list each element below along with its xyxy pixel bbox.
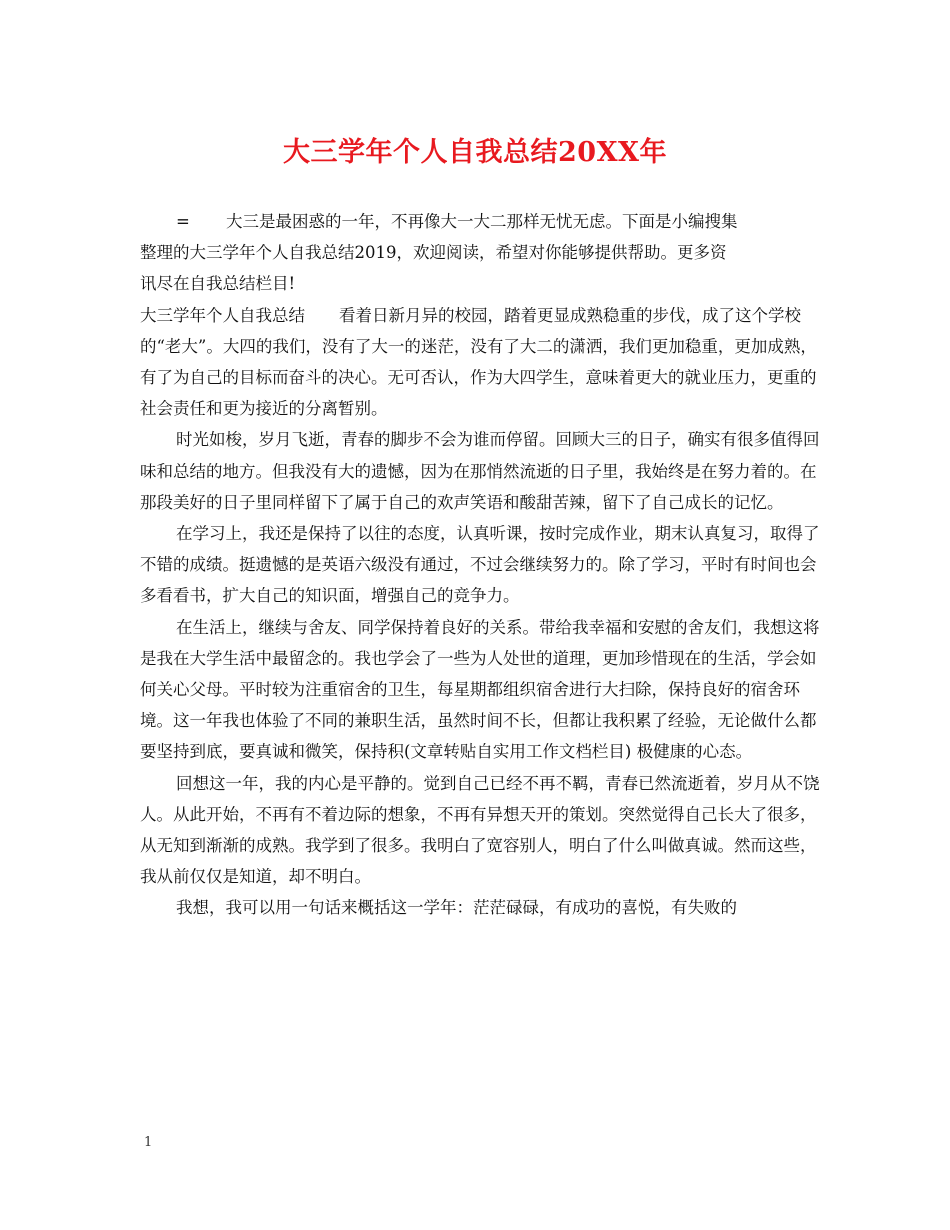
paragraph-3: 在学习上，我还是保持了以往的态度，认真听课，按时完成作业，期末认真复习，取得了不错的成绩。挺遗憾的是英语六级没有通过，不过会继续努力的。除了学习，平时有时间也会多看看书，扩大自己的知识面，增强自己的竞争力。 — [140, 524, 820, 606]
paragraph-5: 回想这一年，我的内心是平静的。觉到自己已经不再不羁，青春已然流逝着，岁月从不饶人。从此开始，不再有不着边际的想象，不再有异想天开的策划。突然觉得自己长大了很多，从无知到渐渐的成熟。我学到了很多。我明白了宽容别人，明白了什么叫做真诚。然而这些，我从前仅仅是知道，却不明白。 — [140, 773, 820, 887]
intro-paragraph — [140, 206, 820, 300]
page-number: 1 — [144, 1135, 153, 1150]
intro-marker: = — [176, 212, 190, 231]
document-body — [140, 206, 820, 924]
paragraph-6: 我想，我可以用一句话来概括这一学年：茫茫碌碌，有成功的喜悦，有失败的 — [176, 898, 737, 918]
paragraph-4: 在生活上，继续与舍友、同学保持着良好的关系。带给我幸福和安慰的舍友们，我想这将是我在大学生活中最留念的。我也学会了一些为人处世的道理，更加珍惜现在的生活，学会如何关心父母。平时较为注重宿舍的卫生，每星期都组织宿舍进行大扫除，保持良好的宿舍环境。这一年我也体验了不同的兼职生活，虽然时间不长，但都让我积累了经验，无论做什么都要坚持到底，要真诚和微笑，保持积(文章转贴自实用工作文档栏目) 极健康的心态。 — [140, 617, 820, 762]
document-title: 大三学年个人自我总结20XX年 — [283, 137, 667, 168]
intro-line-2: 整理的大三学年个人自我总结2019，欢迎阅读，希望对你能够提供帮助。更多资 — [140, 243, 727, 263]
paragraph-text: 看着日新月异的校园，踏着更显成熟稳重的步伐，成了这个学校的“老大”。大四的我们，没有了大一的迷茫，没有了大二的潇洒，我们更加稳重，更加成熟，有了为自己的目标而奋斗的决心。无可否认，作为大四学生，意味着更大的就业压力，更重的社会责任和更为接近的分离暂别。 — [140, 305, 817, 419]
section-heading: 大三学年个人自我总结 — [140, 305, 305, 325]
section-paragraph-1 — [140, 300, 820, 425]
intro-line-3: 讯尽在自我总结栏目! — [140, 274, 296, 294]
paragraph-2: 时光如梭，岁月飞逝，青春的脚步不会为谁而停留。回顾大三的日子，确实有很多值得回味和总结的地方。但我没有大的遗憾，因为在那悄然流逝的日子里，我始终是在努力着的。在那段美好的日子里同样留下了属于自己的欢声笑语和酸甜苦辣，留下了自己成长的记忆。 — [140, 430, 820, 512]
intro-line-1: 大三是最困惑的一年，不再像大一大二那样无忧无虑。下面是小编搜集 — [226, 212, 738, 231]
